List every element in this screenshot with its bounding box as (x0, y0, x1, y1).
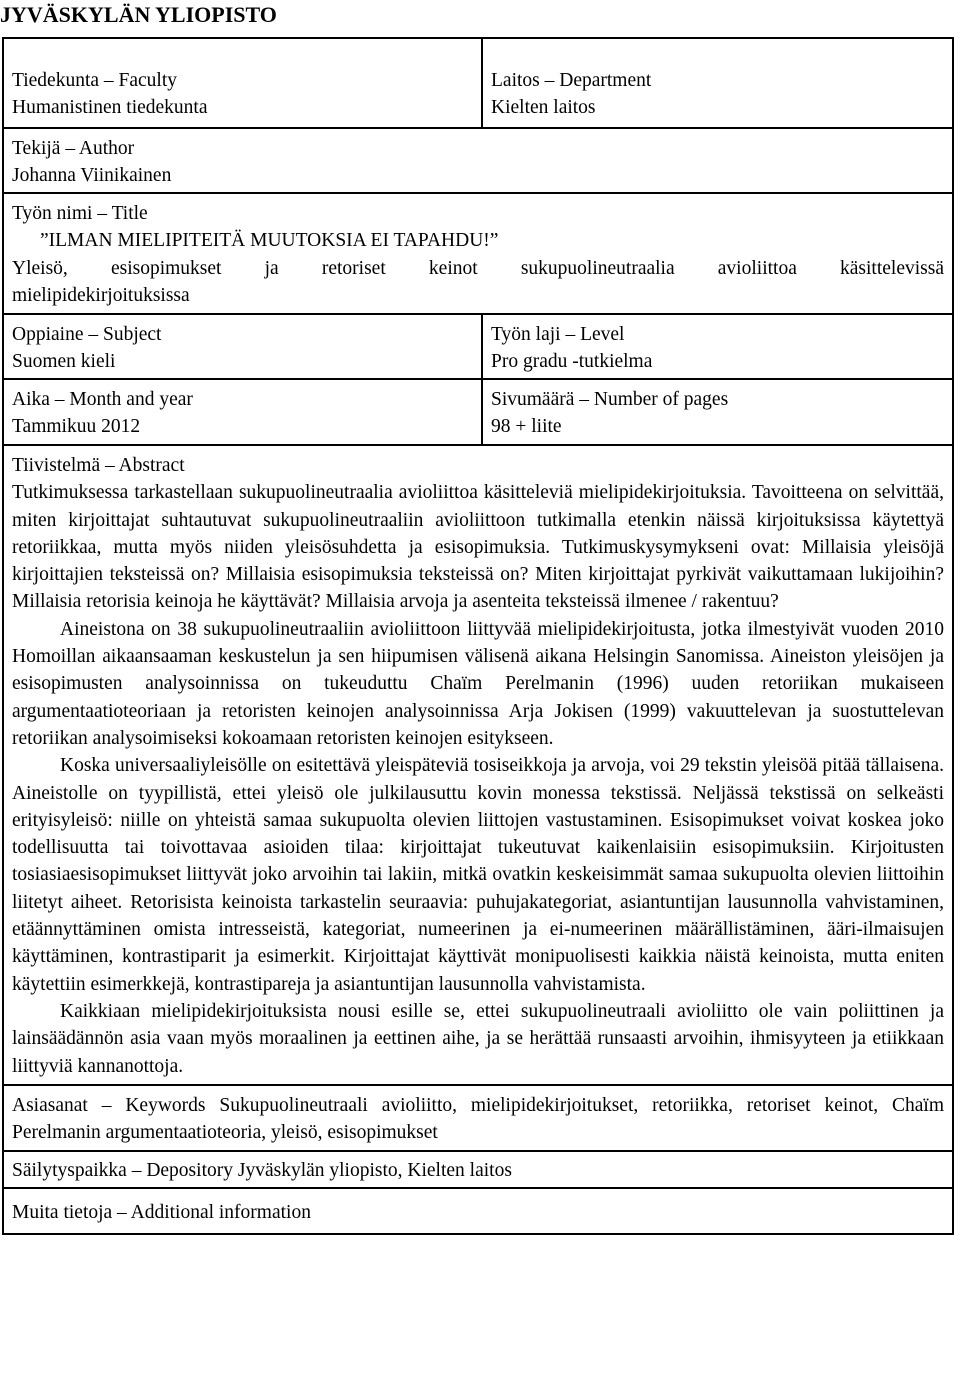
title-label: Työn nimi – Title (12, 203, 148, 224)
additional-cell (4, 1189, 952, 1233)
department-cell (481, 39, 952, 127)
author-cell (4, 129, 952, 192)
depository-cell (4, 1152, 952, 1187)
pages-cell (481, 380, 952, 444)
faculty-value: Humanistinen tiedekunta (12, 97, 208, 119)
abstract-paragraph-1: Tutkimuksessa tarkastellaan sukupuolineutraalia avioliittoa käsitteleviä mielipidekirjoituksia. Tavoitteena on selvittää, miten kirjoittajat suhtautuvat sukupuolineutraaliin avioliittoon tutkimalla etenkin näissä kirjoituksissa käytettyä retoriikkaa, mutta myös niiden yleisösuhdetta ja esisopimuksia. Tutkimuskysymykseni ovat: Millaisia yleisöjä kirjoittajien teksteissä on? Millaisia esisopimuksia teksteissä on? Miten kirjoittajat pyrkivät vaikuttamaan lukijoihin? Millaisia retorisia keinoja he käyttävät? Millaisia arvoja ja asenteita teksteissä ilmenee / rakentuu? (12, 482, 944, 613)
author-value: Johanna Viinikainen (12, 165, 172, 187)
level-cell (481, 315, 952, 378)
additional-row (4, 1187, 952, 1233)
pages-value: 98 + liite (491, 416, 562, 438)
keywords-label: Asiasanat – Keywords (12, 1094, 206, 1116)
depository-label: Säilytyspaikka – Depository (12, 1160, 233, 1182)
title-subtitle-cont: mielipidekirjoituksissa (12, 284, 190, 306)
abstract-label: Tiivistelmä – Abstract (12, 455, 185, 476)
pages-label: Sivumäärä – Number of pages (491, 389, 729, 410)
depository-value: Jyväskylän yliopisto, Kielten laitos (237, 1160, 512, 1182)
abstract-row (4, 444, 952, 1084)
title-subtitle: Yleisö, esisopimukset ja retoriset keinot sukupuolineutraalia avioliittoa käsittelevissä (12, 257, 944, 279)
subject-label: Oppiaine – Subject (12, 324, 162, 345)
department-label: Laitos – Department (491, 70, 652, 91)
author-label: Tekijä – Author (12, 138, 135, 159)
title-cell (4, 194, 952, 313)
level-value: Pro gradu -tutkielma (491, 351, 653, 373)
university-name: JYVÄSKYLÄN YLIOPISTO (0, 2, 277, 27)
abstract-paragraph-2 (12, 616, 944, 752)
depository-row (4, 1150, 952, 1187)
level-label: Työn laji – Level (491, 324, 625, 345)
abstract-cell (4, 446, 952, 1084)
keywords-row (4, 1084, 952, 1151)
abstract-paragraph-2-text: Aineistona on 38 sukupuolineutraaliin avioliittoon liittyvää mielipidekirjoitusta, jotka ilmestyivät vuoden 2010 Homoillan aikaansaaman keskustelun ja sen hiipumisen välisenä aikana Helsingin Sanomissa. Aineiston yleisöjen ja esisopimusten analysoinnissa on tukeuduttu Chaïm Perelmanin (1996) uuden retoriikan mukaiseen argumentaatioteoriaan ja retoristen keinojen analysoinnissa Arja Jokisen (1999) vakuuttelevan ja suostuttelevan retoriikan analysoimiseksi kokoamaan retoristen keinojen esitykseen. (12, 618, 944, 749)
date-label: Aika – Month and year (12, 389, 193, 410)
subject-cell (4, 315, 481, 378)
abstract-paragraph-4-text: Kaikkiaan mielipidekirjoituksista nousi esille se, ettei sukupuolineutraali avioliitto ole vain poliittinen ja lainsäädännön asia vaan myös moraalinen ja eettinen aihe, ja se herättää runsaasti arvoihin, ihmisyyteen ja etiikkaan liittyviä kannanottoja. (12, 1000, 944, 1077)
abstract-paragraph-4 (12, 998, 944, 1080)
faculty-label: Tiedekunta – Faculty (12, 70, 178, 91)
depository-text (12, 1157, 944, 1184)
author-row (4, 127, 952, 192)
subject-value: Suomen kieli (12, 351, 116, 373)
title-row (4, 192, 952, 313)
additional-label: Muita tietoja – Additional information (12, 1202, 311, 1224)
faculty-cell (4, 39, 481, 127)
department-value: Kielten laitos (491, 97, 596, 119)
keywords-value: Sukupuolineutraali avioliitto, mielipidekirjoitukset, retoriikka, retoriset keinot, Chaïm Perelmanin argumentaatioteoria, yleisö, esisopimukset (12, 1094, 945, 1144)
date-value: Tammikuu 2012 (12, 416, 141, 438)
abstract-paragraph-3 (12, 752, 944, 998)
keywords-cell (4, 1086, 952, 1151)
faculty-department-row (4, 39, 952, 127)
abstract-paragraph-3-text: Koska universaaliyleisölle on esitettävä yleispäteviä tosiseikkoja ja arvoja, voi 29 tekstin yleisöä pitää tällaisena. Aineistolle on tyypillistä, ettei yleisö ole julkilausuttu kovin monessa tekstissä. Neljässä tekstissä on selkeästi erityisyleisö: niille on yhteistä samaa sukupuolta olevien liittojen vastustaminen. Esisopimukset voivat koskea joko todellisuutta tai toivottavaa asioiden tilaa: kirjoittajat tukeutuvat kaikenlaisiin esisopimuksiin. Kirjoitusten tosiasiaesisopimukset liittyvät joko arvoihin tai lakiin, mitkä ovatkin keskeisimmät samaa sukupuolta olevien liittoihin liitetyt aiheet. Retorisista keinoista tarkastelin seuraavia: puhujakategoriat, asiantuntijan lausunnolla vahvistaminen, etäännyttäminen omista intresseistä, kategoriat, numeerinen ja ei-numeerinen määrällistäminen, ääri-ilmaisujen käyttäminen, kontrastiparit ja esimerkit. Kirjoittajat käyttivät monipuolisesti kaikkia näistä keinoista, mutta eniten käytettiin esimerkkejä, kontrastipareja ja asiantuntijan lausunnolla vahvistamista. (12, 755, 944, 995)
keywords-text (12, 1092, 944, 1147)
date-cell (4, 380, 481, 444)
abstract-form (2, 37, 954, 1235)
title-main: ”ILMAN MIELIPITEITÄ MUUTOKSIA EI TAPAHDU!” (40, 230, 499, 252)
subject-level-row (4, 313, 952, 378)
date-pages-row (4, 378, 952, 444)
